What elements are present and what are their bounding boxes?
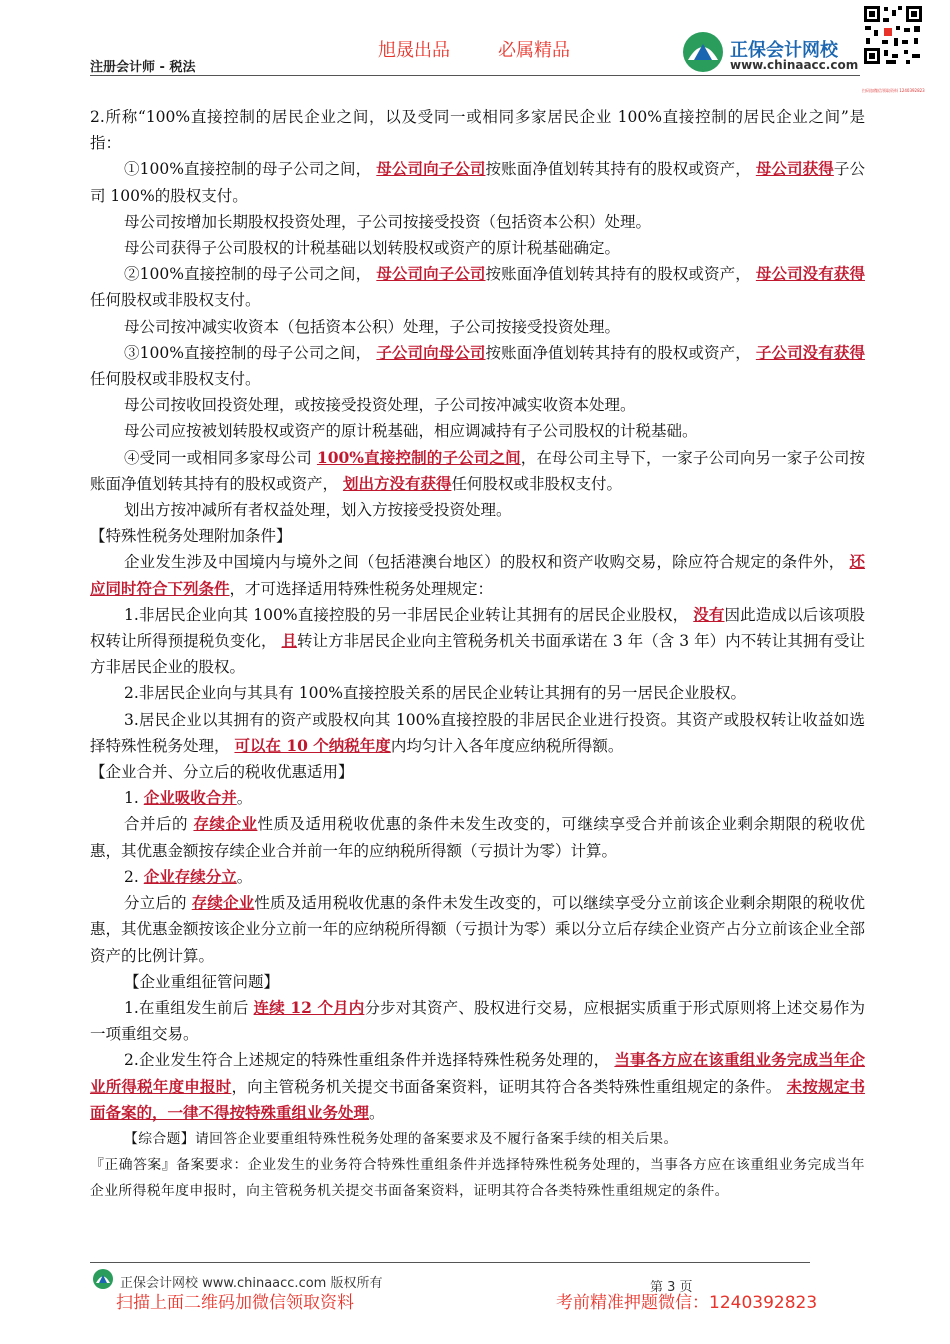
paragraph (90, 602, 865, 681)
body-text: 2.企业发生符合上述规定的特殊性重组条件并选择特殊性税务处理的， (124, 1051, 615, 1070)
paragraph (90, 811, 865, 863)
body-text: 子公司 100%的股权支付。 (90, 160, 865, 205)
body-text: 2. (124, 867, 144, 886)
paragraph (90, 1126, 865, 1152)
emphasis-text: 划出方没有获得 (342, 473, 452, 493)
emphasis-text: 母公司向子公司 (376, 264, 486, 284)
body-text: 母公司按冲减实收资本（包括资本公积）处理，子公司按接受投资处理。 (124, 317, 621, 336)
emphasis-text: 子公司没有获得 (755, 342, 865, 362)
body-text: 转让方非居民企业向主管税务机关书面承诺在 3 年（含 3 年）内不转让其拥有受让方非居民企业的股权。 (90, 632, 865, 677)
body-text: 母公司按增加长期股权投资处理，子公司按接受投资（包括资本公积）处理。 (124, 212, 652, 231)
emphasis-text: 还应同时符合下列条件 (90, 552, 865, 598)
footer-promo-left: 扫描上面二维码加微信领取资料 (116, 1293, 354, 1313)
paragraph (90, 497, 865, 523)
body-text: 『正确答案』备案要求：企业发生的业务符合特殊性重组条件并选择特殊性税务处理的，当事各方应在该重组业务完成当年企业所得税年度申报时，向主管税务机关提交书面备案资料，证明其符合各类特殊性重组规定的条件。 (90, 1157, 865, 1200)
body-text: ，在母公司主导下，一家子公司向另一家子公司按账面净值划转其持有的股权或资产， (90, 448, 865, 493)
emphasis-text: 母公司没有获得 (755, 264, 865, 284)
footer-divider (90, 1262, 810, 1263)
paragraph (90, 104, 865, 156)
body-text: 母公司获得子公司股权的计税基础以划转股权或资产的原计税基础确定。 (124, 239, 621, 258)
qr-caption: 扫码加微信领取资料 1240392823 (862, 88, 925, 93)
body-text: ④受同一或相同多家母公司 (124, 448, 317, 467)
header-slogan-right: 必属精品 (498, 40, 570, 61)
paragraph (90, 418, 865, 444)
paragraph (90, 314, 865, 340)
emphasis-text: 当事各方应在该重组业务完成当年企业所得税年度申报时 (90, 1050, 865, 1096)
body-text: 合并后的 (124, 815, 194, 834)
paragraph (90, 785, 865, 811)
footer-promo-right: 考前精准押题微信：1240392823 (556, 1293, 818, 1313)
paragraph (90, 340, 865, 392)
emphasis-text: 100%直接控制的子公司之间 (316, 447, 521, 467)
body-text: 性质及适用税收优惠的条件未发生改变的，可继续享受合并前该企业剩余期限的税收优惠，其优惠金额按存续企业合并前一年的应纳税所得额（亏损计为零）计算。 (90, 815, 865, 860)
emphasis-text: 连续 12 个月内 (253, 997, 365, 1017)
emphasis-text: 且 (281, 631, 298, 651)
emphasis-text: 存续企业 (191, 893, 255, 913)
logo-name: 正保会计网校 (730, 40, 838, 61)
emphasis-text: 母公司向子公司 (376, 159, 486, 179)
body-text: 1.非居民企业向其 100%直接控股的另一非居民企业转让其拥有的居民企业股权， (124, 605, 694, 624)
body-text: 【综合题】请回答企业要重组特殊性税务处理的备案要求及不履行备案手续的相关后果。 (124, 1130, 678, 1147)
paragraph (90, 707, 865, 759)
paragraph (90, 995, 865, 1047)
body-text: ②100%直接控制的母子公司之间， (124, 265, 377, 284)
logo-url: www.chinaacc.com (730, 58, 859, 72)
paragraph (90, 549, 865, 601)
body-text: 企业发生涉及中国境内与境外之间（包括港澳台地区）的股权和资产收购交易，除应符合规定的条件外， (124, 553, 850, 572)
chinaacc-footer-logo-icon (92, 1268, 114, 1290)
body-text: ，才可选择适用特殊性税务处理规定： (229, 579, 494, 598)
document-body (90, 104, 865, 1205)
page-number: 第 3 页 (650, 1280, 693, 1295)
body-text: 1.在重组发生前后 (124, 998, 254, 1017)
body-text: 。 (236, 867, 253, 886)
emphasis-text: 企业存续分立 (143, 866, 237, 886)
body-text: 因此造成以后该项股权转让所得预提税负变化， (90, 605, 865, 651)
paragraph (90, 523, 865, 549)
body-text: 任何股权或非股权支付。 (90, 370, 261, 389)
emphasis-text: 母公司获得 (755, 159, 834, 179)
body-text: 3.居民企业以其拥有的资产或股权向其 100%直接控股的非居民企业进行投资。其资产或股权转让收益如选择特殊性税务处理， (90, 710, 865, 755)
emphasis-text: 子公司向母公司 (376, 342, 486, 362)
footer-copyright: 正保会计网校 www.chinaacc.com 版权所有 (120, 1276, 383, 1291)
body-text: ③100%直接控制的母子公司之间， (124, 343, 377, 362)
paragraph (90, 1047, 865, 1126)
body-text: ，向主管税务机关提交书面备案资料，证明其符合各类特殊性重组规定的条件。 (231, 1077, 787, 1096)
body-text: 【企业合并、分立后的税收优惠适用】 (90, 763, 354, 782)
body-text: 任何股权或非股权支付。 (90, 291, 261, 310)
paragraph (90, 392, 865, 418)
body-text: 2.所称“100%直接控制的居民企业之间，以及受同一或相同多家居民企业 100%直接控制的居民企业之间”是指： (90, 108, 865, 153)
body-text: 2.非居民企业向与其具有 100%直接控股关系的居民企业转让其拥有的另一居民企业股权。 (124, 684, 747, 703)
paragraph (90, 890, 865, 969)
paragraph (90, 969, 865, 995)
body-text: ①100%直接控制的母子公司之间， (124, 160, 377, 179)
qr-code-icon (862, 4, 924, 66)
body-text: 1. (124, 789, 144, 808)
paragraph (90, 156, 865, 208)
body-text: 。 (369, 1103, 385, 1122)
body-text: 性质及适用税收优惠的条件未发生改变的，可以继续享受分立前该企业剩余期限的税收优惠，其优惠金额按该企业分立前一年的应纳税所得额（亏损计为零）乘以分立后存续企业资产占分立前该企业全部资产的比例计算。 (90, 894, 866, 965)
body-text: 按账面净值划转其持有的股权或资产， (485, 343, 756, 362)
paragraph (90, 759, 865, 785)
body-text: 内均匀计入各年度应纳税所得额。 (390, 736, 624, 755)
paragraph (90, 209, 865, 235)
header-slogan-left: 旭晟出品 (378, 40, 450, 61)
header-subtitle: 注册会计师 - 税法 (90, 60, 196, 75)
emphasis-text: 存续企业 (193, 814, 258, 834)
paragraph (90, 445, 865, 497)
body-text: 分步对其资产、股权进行交易，应根据实质重于形式原则将上述交易作为一项重组交易。 (90, 998, 865, 1044)
emphasis-text: 企业吸收合并 (143, 788, 237, 808)
body-text: 任何股权或非股权支付。 (451, 474, 622, 493)
paragraph (90, 680, 865, 706)
body-text: 母公司应按被划转股权或资产的原计税基础，相应调减持有子公司股权的计税基础。 (124, 422, 698, 441)
body-text: 分立后的 (124, 894, 192, 913)
paragraph (90, 235, 865, 261)
paragraph (90, 864, 865, 890)
body-text: 【特殊性税务处理附加条件】 (90, 527, 292, 546)
body-text: 按账面净值划转其持有的股权或资产， (485, 265, 756, 284)
emphasis-text: 没有 (693, 604, 725, 624)
paragraph (90, 1152, 865, 1204)
body-text: 按账面净值划转其持有的股权或资产， (485, 160, 756, 179)
body-text: 母公司按收回投资处理，或按接受投资处理，子公司按冲减实收资本处理。 (124, 396, 636, 415)
header-divider (90, 75, 860, 76)
chinaacc-logo-icon (680, 30, 726, 74)
body-text: 【企业重组征管问题】 (124, 972, 280, 991)
body-text: 。 (236, 789, 253, 808)
emphasis-text: 未按规定书面备案的，一律不得按特殊重组业务处理 (90, 1076, 865, 1122)
body-text: 划出方按冲减所有者权益处理，划入方按接受投资处理。 (124, 501, 512, 520)
emphasis-text: 可以在 10 个纳税年度 (234, 735, 391, 755)
paragraph (90, 261, 865, 313)
